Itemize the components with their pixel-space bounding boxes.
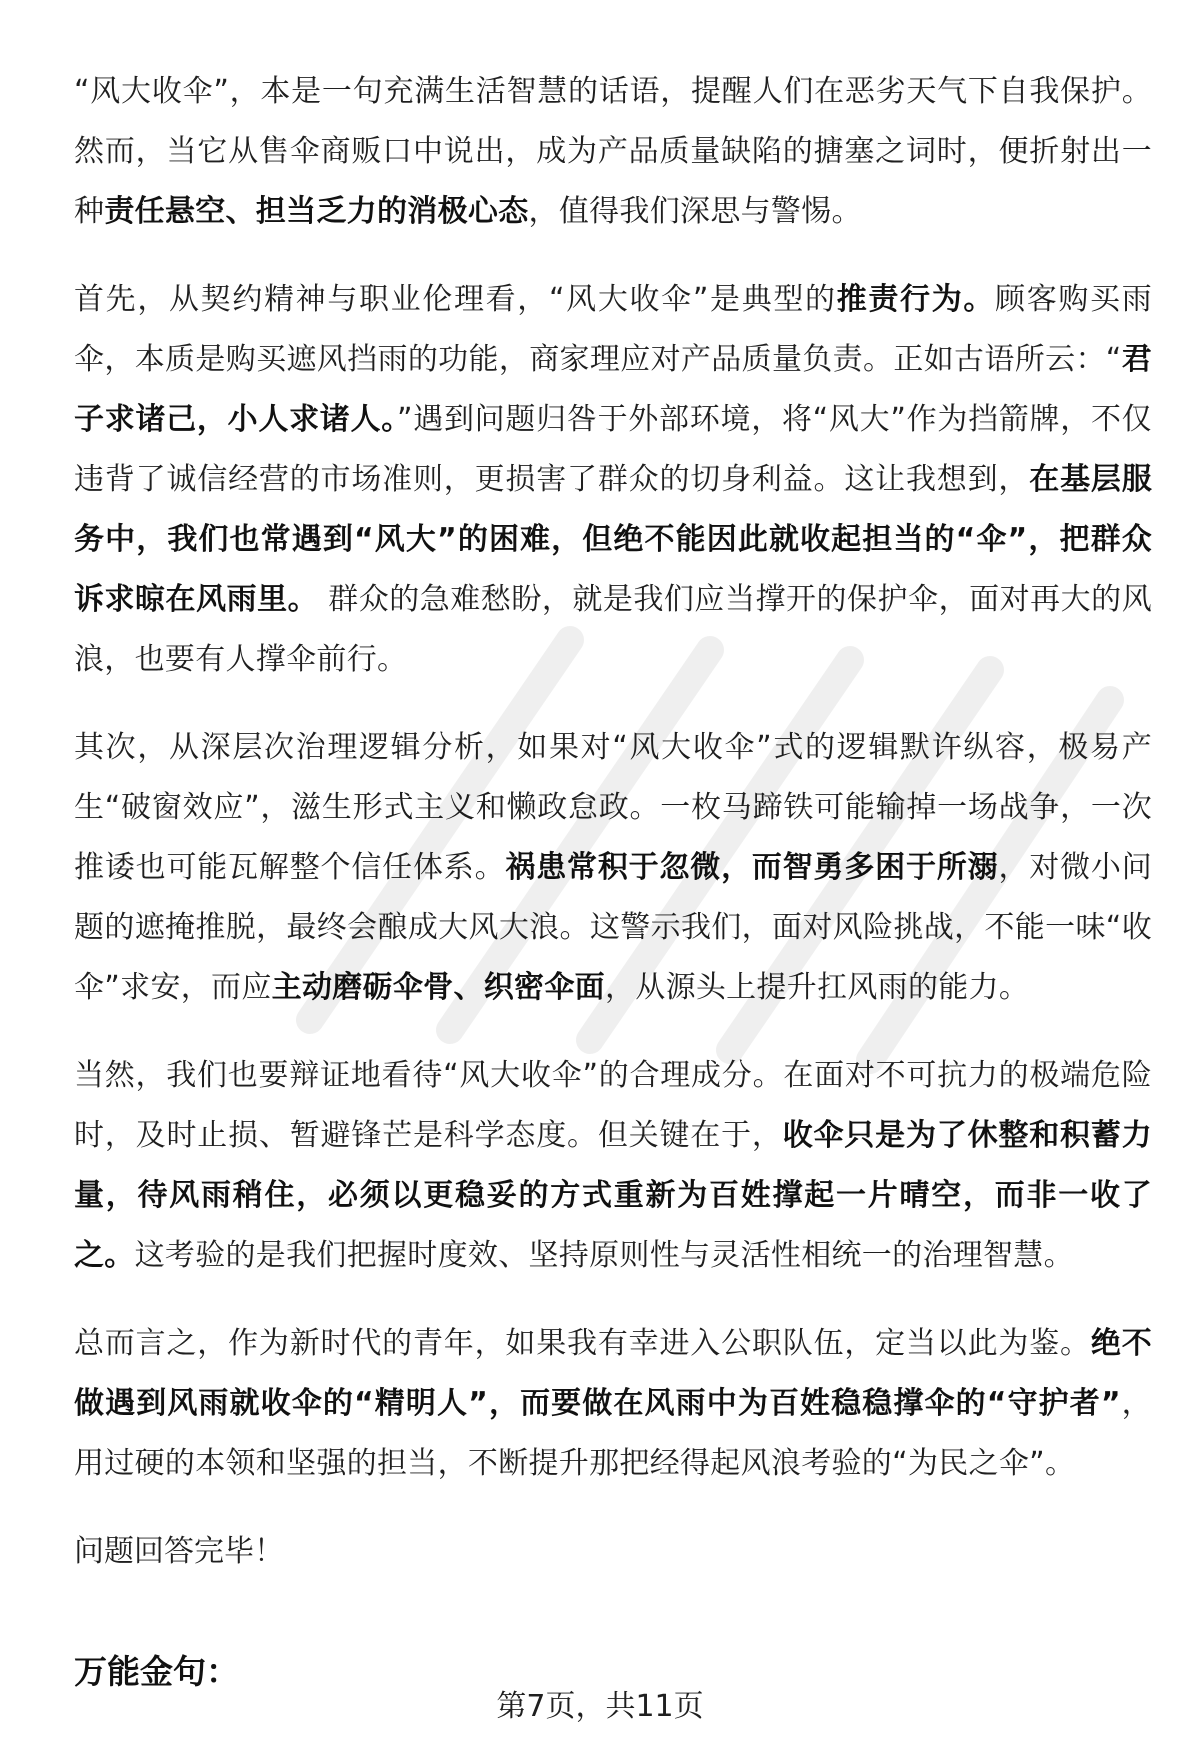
closing-line: 问题回答完毕！ xyxy=(74,1534,284,1569)
paragraph-text: ，用过硬的本领和坚强的担当，不断提升那把经得起风浪考验的“为民之伞”。 xyxy=(74,1386,1152,1481)
emphasis-text: 收伞只是为了休整和积蓄力量，待风雨稍住，必须以更稳妥的方式重新为百姓撑起一片晴空，而非一收了之。 xyxy=(74,1118,1152,1273)
paragraph-text: ，从源头上提升扛风雨的能力。 xyxy=(604,970,1030,1005)
paragraph-text: 其次，从深层次治理逻辑分析，如果对“风大收伞”式的逻辑默许纵容，极易产生“破窗效应”，滋生形式主义和懒政怠政。一枚马蹄铁可能输掉一场战争，一次推诿也可能瓦解整个信任体系。 xyxy=(74,730,1152,885)
emphasis-text: 祸患常积于忽微，而智勇多困于所溺 xyxy=(505,850,999,885)
paragraph-text: 当然，我们也要辩证地看待“风大收伞”的合理成分。在面对不可抗力的极端危险时，及时止损、暂避锋芒是科学态度。但关键在于， xyxy=(74,1058,1152,1153)
paragraph-text: “风大收伞”，本是一句充满生活智慧的话语，提醒人们在恶劣天气下自我保护。然而，当它从售伞商贩口中说出，成为产品质量缺陷的搪塞之词时，便折射出一种 xyxy=(74,74,1152,229)
emphasis-text: 在基层服务中，我们也常遇到“风大”的困难，但绝不能因此就收起担当的“伞”，把群众诉求晾在风雨里。 xyxy=(74,462,1152,617)
emphasis-text: 君子求诸己，小人求诸人。 xyxy=(74,342,1152,437)
paragraph-5 xyxy=(74,1314,1152,1494)
section-heading: 万能金句： xyxy=(74,1652,239,1691)
paragraph-text: 总而言之，作为新时代的青年，如果我有幸进入公职队伍，定当以此为鉴。 xyxy=(74,1326,1091,1361)
paragraph-2 xyxy=(74,270,1152,690)
paragraph-text: 首先，从契约精神与职业伦理看，“风大收伞”是典型的 xyxy=(74,282,837,317)
paragraph-3 xyxy=(74,718,1152,1018)
paragraph-4 xyxy=(74,1046,1152,1286)
essay-body xyxy=(74,62,1152,1494)
emphasis-text: 主动磨砺伞骨、织密伞面 xyxy=(271,970,605,1005)
emphasis-text: 推责行为。 xyxy=(836,282,996,317)
paragraph-text: 这考验的是我们把握时度效、坚持原则性与灵活性相统一的治理智慧。 xyxy=(134,1238,1074,1273)
paragraph-1 xyxy=(74,62,1152,242)
page-number: 第7页，共11页 xyxy=(496,1689,704,1724)
paragraph-text: 群众的急难愁盼，就是我们应当撑开的保护伞，面对再大的风浪，也要有人撑伞前行。 xyxy=(74,582,1152,677)
paragraph-text: ”遇到问题归咎于外部环境，将“风大”作为挡箭牌，不仅违背了诚信经营的市场准则，更损害了群众的切身利益。这让我想到， xyxy=(74,402,1152,497)
emphasis-text: 责任悬空、担当乏力的消极心态 xyxy=(104,194,529,229)
paragraph-text: 顾客购买雨伞，本质是购买遮风挡雨的功能，商家理应对产品质量负责。正如古语所云：“ xyxy=(74,282,1153,377)
paragraph-text: ，对微小问题的遮掩推脱，最终会酿成大风大浪。这警示我们，面对风险挑战，不能一味“收伞”求安，而应 xyxy=(74,850,1152,1005)
emphasis-text: 绝不做遇到风雨就收伞的“精明人”，而要做在风雨中为百姓稳稳撑伞的“守护者” xyxy=(74,1326,1152,1421)
paragraph-text: ，值得我们深思与警惕。 xyxy=(528,194,862,229)
